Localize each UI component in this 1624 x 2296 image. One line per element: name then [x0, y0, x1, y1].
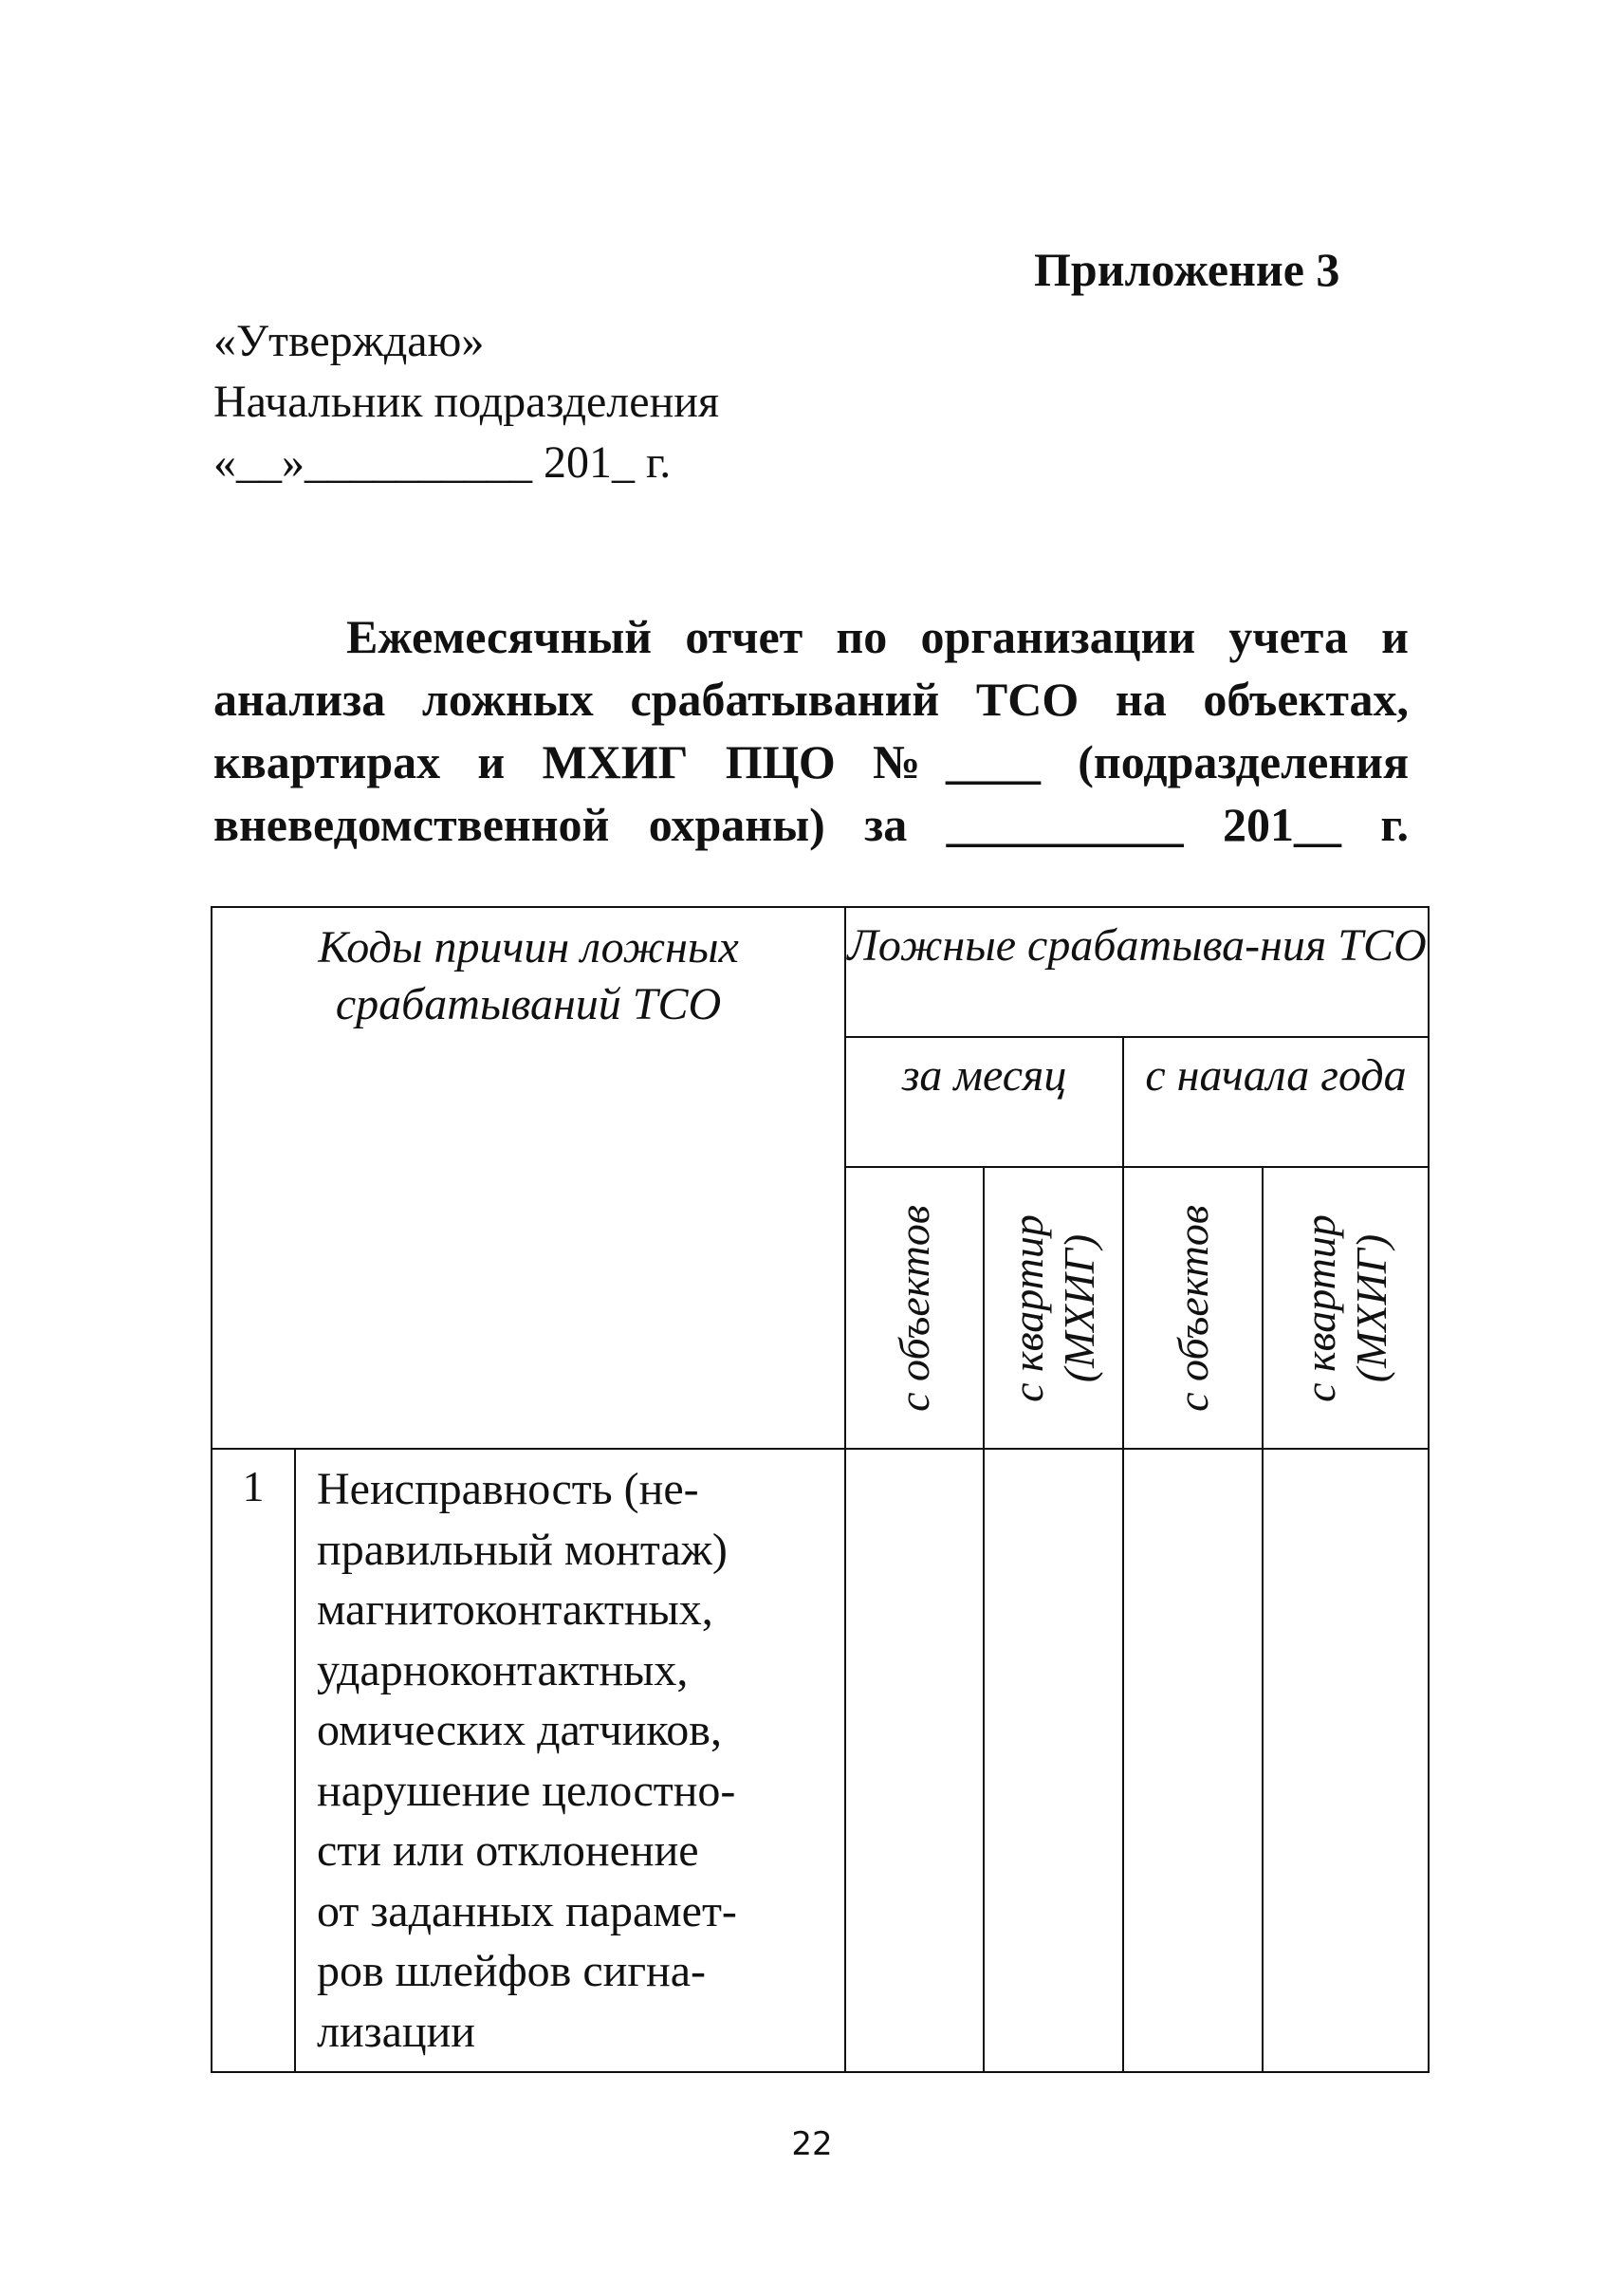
- row-number: 1: [212, 1449, 295, 2072]
- false-alarms-header: Ложные срабатыва-ния ТСО: [845, 907, 1429, 1037]
- page-number: 22: [791, 2125, 833, 2163]
- per-month-header: за месяц: [845, 1037, 1123, 1167]
- col-objects-month-label: с объектов: [890, 1204, 939, 1412]
- col-flats-year-label: с квартир (МХИГ): [1295, 1213, 1395, 1402]
- title-line: квартирах и МХИГ ПЦО №____ (подразделения: [213, 735, 1409, 788]
- row-description: Неисправность (не- правильный монтаж) магнитоконтактных, ударноконтактных, омических датчиков, нарушение целостно- сти или отклонение от заданных парамет- ров шлейфов сигна- лизации: [295, 1449, 845, 2072]
- report-title: [213, 605, 1409, 856]
- report-table: [211, 906, 1430, 2073]
- col-flats-month-label: с квартир (МХИГ): [1003, 1213, 1103, 1402]
- approval-block: [213, 311, 719, 493]
- col-objects-year: [1123, 1167, 1263, 1449]
- approval-heading: «Утверждаю»: [213, 316, 485, 366]
- codes-header: Коды причин ложных срабатываний ТСО: [212, 907, 845, 1449]
- cell-objects-year: [1123, 1449, 1263, 2072]
- approval-position: Начальник подразделения: [213, 377, 720, 427]
- cell-objects-month: [845, 1449, 984, 2072]
- col-flats-year: [1263, 1167, 1429, 1449]
- title-line: вневедомственной охраны) за __________ 201__ г.: [213, 798, 1409, 851]
- appendix-label: Приложение 3: [1034, 243, 1340, 296]
- col-flats-month: [984, 1167, 1123, 1449]
- year-to-date-header: с начала года: [1123, 1037, 1429, 1167]
- title-line: Ежемесячный отчет по организации учета и: [346, 610, 1409, 663]
- cell-flats-year: [1263, 1449, 1429, 2072]
- approval-date-line: «__»__________ 201_ г.: [213, 437, 672, 488]
- col-objects-year-label: с объектов: [1168, 1204, 1217, 1412]
- title-line: анализа ложных срабатываний ТСО на объектах,: [213, 673, 1409, 726]
- cell-flats-month: [984, 1449, 1123, 2072]
- col-objects-month: [845, 1167, 984, 1449]
